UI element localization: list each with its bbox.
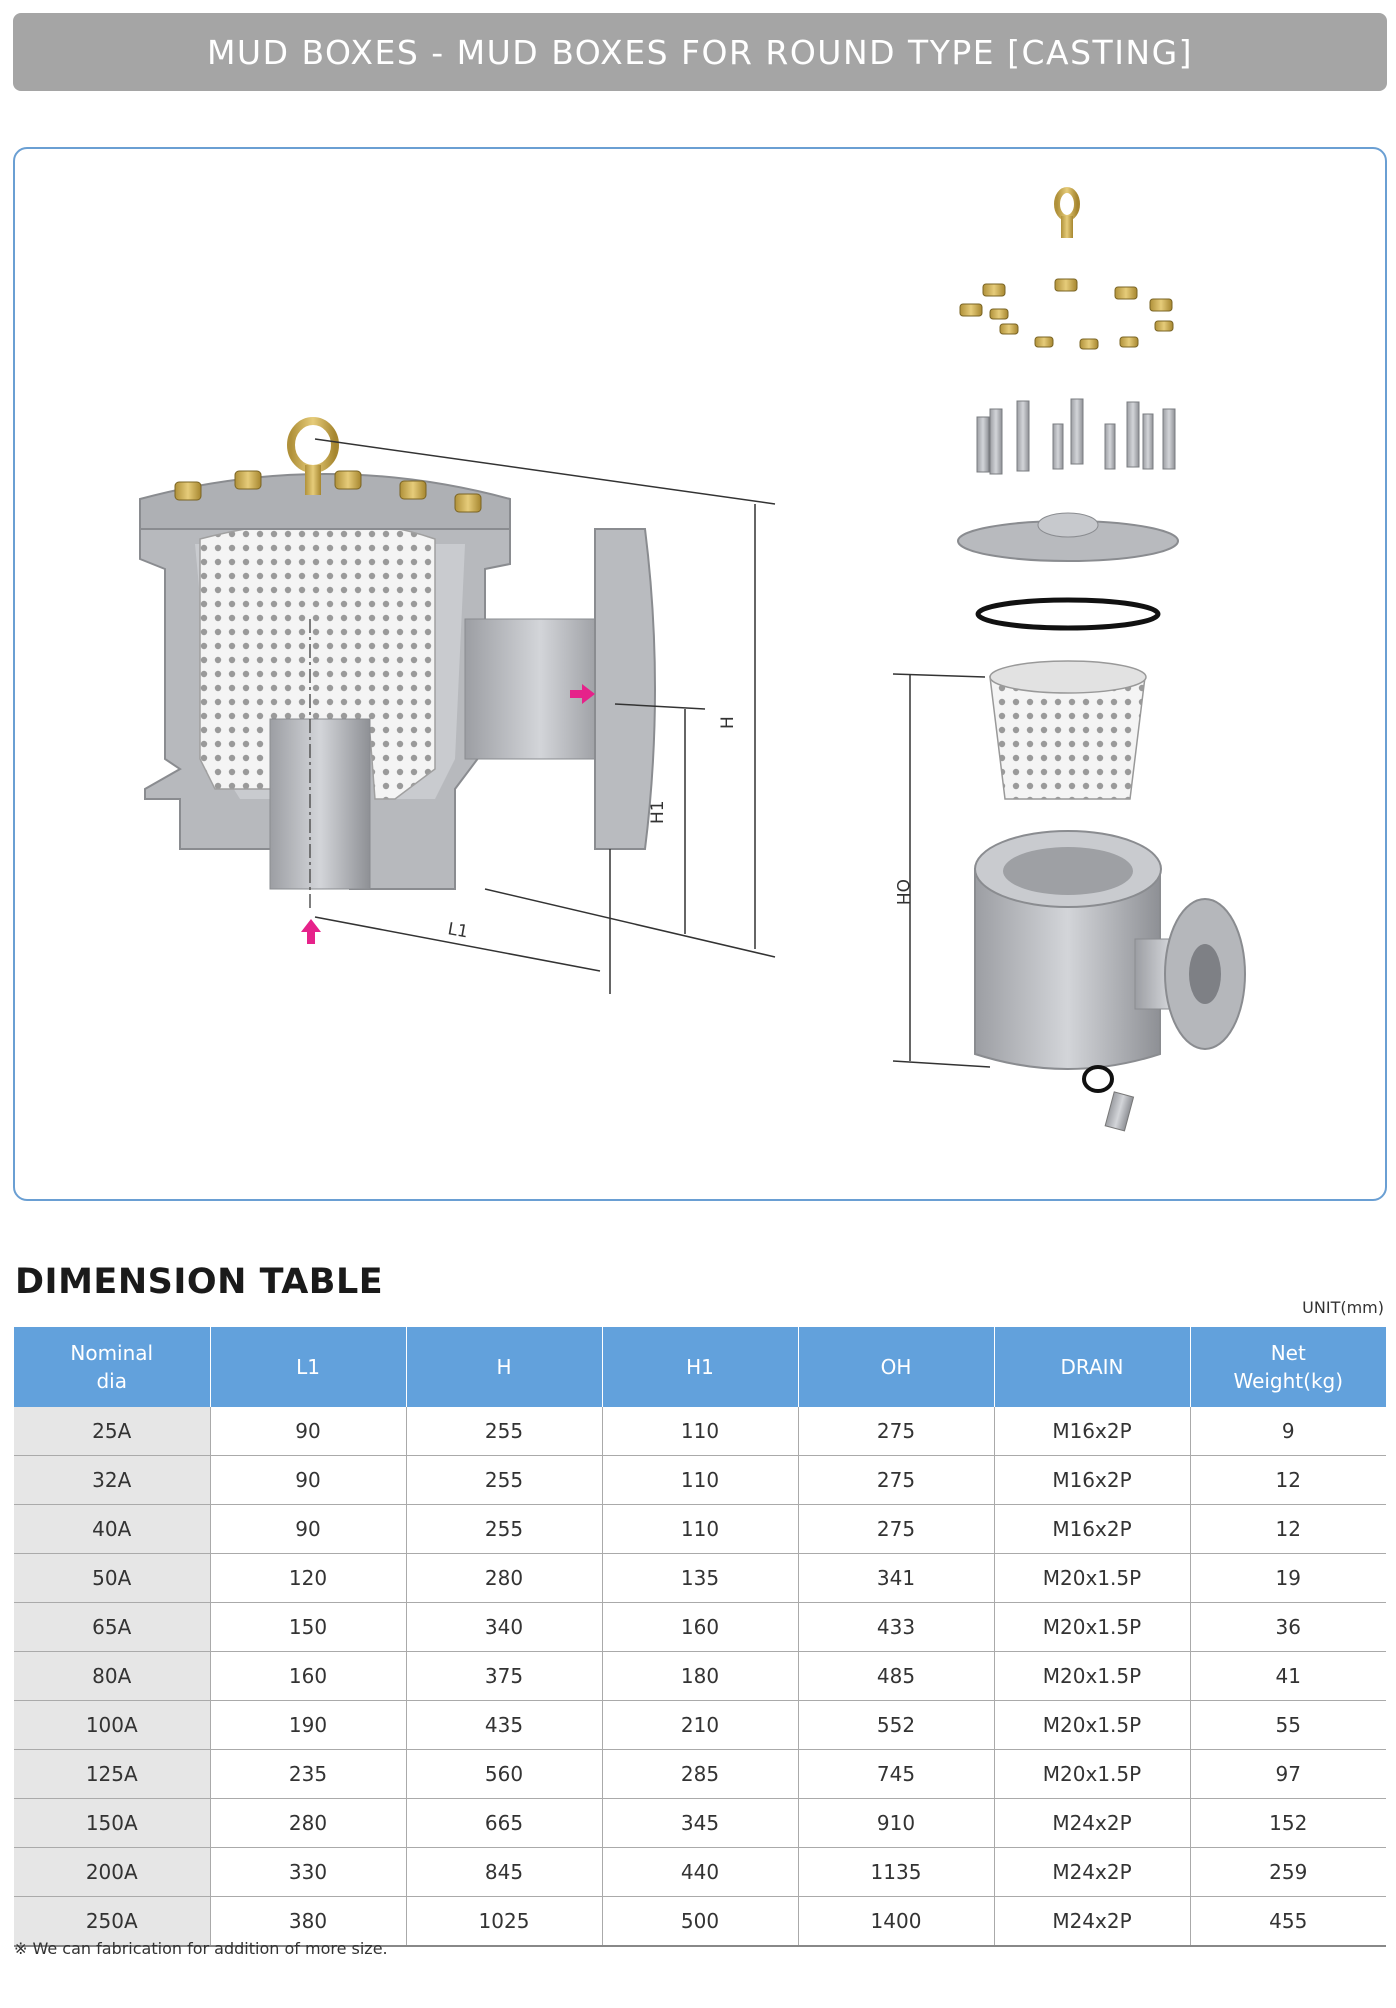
table-cell: 97 xyxy=(1190,1750,1386,1799)
table-cell: 341 xyxy=(798,1554,994,1603)
page-title: MUD BOXES - MUD BOXES FOR ROUND TYPE [CASTING] xyxy=(13,13,1387,91)
table-row xyxy=(14,1750,1386,1799)
table-cell: 80A xyxy=(14,1652,210,1701)
table-cell: M20x1.5P xyxy=(994,1750,1190,1799)
table-cell: 25A xyxy=(14,1407,210,1456)
table-cell: 485 xyxy=(798,1652,994,1701)
table-cell: 275 xyxy=(798,1407,994,1456)
table-cell: 235 xyxy=(210,1750,406,1799)
header-l1: L1 xyxy=(210,1327,406,1407)
dimension-table xyxy=(14,1327,1386,1947)
table-cell: 910 xyxy=(798,1799,994,1848)
table-row xyxy=(14,1603,1386,1652)
table-cell: 1025 xyxy=(406,1897,602,1947)
table-cell: 125A xyxy=(14,1750,210,1799)
table-cell: 90 xyxy=(210,1505,406,1554)
mud-box-illustration xyxy=(15,149,1385,1199)
table-cell: 345 xyxy=(602,1799,798,1848)
label-H1: H1 xyxy=(648,800,668,824)
assembly-cutaway xyxy=(140,421,775,994)
table-row xyxy=(14,1554,1386,1603)
table-cell: 36 xyxy=(1190,1603,1386,1652)
table-row xyxy=(14,1848,1386,1897)
table-header-row xyxy=(14,1327,1386,1407)
table-cell: 440 xyxy=(602,1848,798,1897)
table-cell: M20x1.5P xyxy=(994,1554,1190,1603)
table-cell: 340 xyxy=(406,1603,602,1652)
table-cell: 560 xyxy=(406,1750,602,1799)
table-cell: 12 xyxy=(1190,1505,1386,1554)
table-cell: 280 xyxy=(406,1554,602,1603)
table-cell: M16x2P xyxy=(994,1505,1190,1554)
table-cell: 745 xyxy=(798,1750,994,1799)
table-cell: 200A xyxy=(14,1848,210,1897)
table-cell: 19 xyxy=(1190,1554,1386,1603)
table-cell: 90 xyxy=(210,1407,406,1456)
table-cell: 110 xyxy=(602,1505,798,1554)
table-cell: 1400 xyxy=(798,1897,994,1947)
table-cell: 110 xyxy=(602,1407,798,1456)
table-cell: 55 xyxy=(1190,1701,1386,1750)
table-cell: 152 xyxy=(1190,1799,1386,1848)
table-cell: 330 xyxy=(210,1848,406,1897)
table-cell: M24x2P xyxy=(994,1799,1190,1848)
table-cell: M16x2P xyxy=(994,1407,1190,1456)
dimension-table-title: DIMENSION TABLE xyxy=(15,1262,384,1302)
table-cell: 255 xyxy=(406,1456,602,1505)
header-nominal-dia: Nominal dia xyxy=(14,1327,210,1407)
label-OH: OH xyxy=(892,879,912,906)
table-cell: 845 xyxy=(406,1848,602,1897)
table-cell: 90 xyxy=(210,1456,406,1505)
label-H: H xyxy=(718,716,738,729)
header-h1: H1 xyxy=(602,1327,798,1407)
table-cell: 160 xyxy=(602,1603,798,1652)
header-drain: DRAIN xyxy=(994,1327,1190,1407)
table-cell: M16x2P xyxy=(994,1456,1190,1505)
table-cell: 65A xyxy=(14,1603,210,1652)
table-row xyxy=(14,1407,1386,1456)
table-cell: 285 xyxy=(602,1750,798,1799)
table-row xyxy=(14,1456,1386,1505)
table-cell: 1135 xyxy=(798,1848,994,1897)
table-cell: 275 xyxy=(798,1456,994,1505)
table-cell: 255 xyxy=(406,1407,602,1456)
table-cell: 40A xyxy=(14,1505,210,1554)
table-cell: 665 xyxy=(406,1799,602,1848)
table-cell: 100A xyxy=(14,1701,210,1750)
table-cell: 9 xyxy=(1190,1407,1386,1456)
table-cell: 160 xyxy=(210,1652,406,1701)
table-cell: M20x1.5P xyxy=(994,1652,1190,1701)
table-cell: 380 xyxy=(210,1897,406,1947)
table-cell: 455 xyxy=(1190,1897,1386,1947)
table-cell: 190 xyxy=(210,1701,406,1750)
table-cell: 433 xyxy=(798,1603,994,1652)
table-cell: 110 xyxy=(602,1456,798,1505)
table-cell: 552 xyxy=(798,1701,994,1750)
table-cell: 180 xyxy=(602,1652,798,1701)
table-cell: 280 xyxy=(210,1799,406,1848)
table-cell: 500 xyxy=(602,1897,798,1947)
table-cell: 259 xyxy=(1190,1848,1386,1897)
table-cell: M20x1.5P xyxy=(994,1603,1190,1652)
unit-label: UNIT(mm) xyxy=(1302,1298,1384,1317)
table-cell: 41 xyxy=(1190,1652,1386,1701)
table-cell: 135 xyxy=(602,1554,798,1603)
table-cell: M24x2P xyxy=(994,1848,1190,1897)
table-cell: M24x2P xyxy=(994,1897,1190,1947)
table-cell: 275 xyxy=(798,1505,994,1554)
table-cell: 12 xyxy=(1190,1456,1386,1505)
table-row xyxy=(14,1701,1386,1750)
table-cell: 250A xyxy=(14,1897,210,1947)
table-cell: 255 xyxy=(406,1505,602,1554)
label-L1: L1 xyxy=(446,919,470,943)
table-cell: 120 xyxy=(210,1554,406,1603)
header-oh: OH xyxy=(798,1327,994,1407)
product-figure xyxy=(13,147,1387,1201)
header-h: H xyxy=(406,1327,602,1407)
exploded-view xyxy=(892,190,1245,1131)
table-cell: M20x1.5P xyxy=(994,1701,1190,1750)
table-row xyxy=(14,1799,1386,1848)
table-cell: 435 xyxy=(406,1701,602,1750)
table-cell: 32A xyxy=(14,1456,210,1505)
table-row xyxy=(14,1505,1386,1554)
header-net-weight: Net Weight(kg) xyxy=(1190,1327,1386,1407)
table-cell: 150 xyxy=(210,1603,406,1652)
table-cell: 210 xyxy=(602,1701,798,1750)
footnote: ※ We can fabrication for addition of more size. xyxy=(14,1939,388,1958)
table-cell: 375 xyxy=(406,1652,602,1701)
table-cell: 50A xyxy=(14,1554,210,1603)
table-row xyxy=(14,1652,1386,1701)
table-cell: 150A xyxy=(14,1799,210,1848)
